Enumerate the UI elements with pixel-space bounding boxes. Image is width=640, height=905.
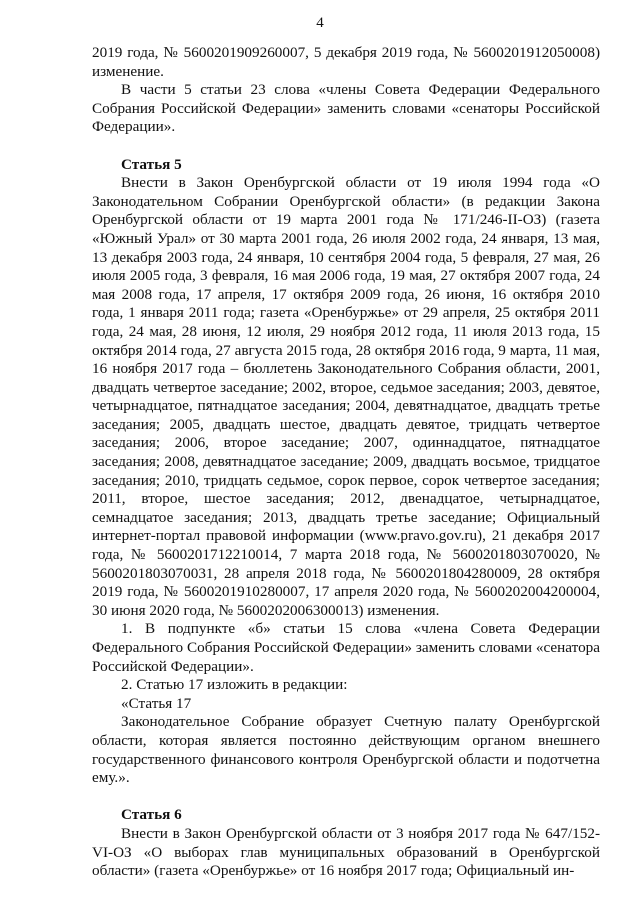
article-6-intro: Внести в Закон Оренбургской области от 3 ноября 2017 года № 647/152-VI-ОЗ «О выборах глав муниципальных образований в Оренбургской области» (газета «Оренбуржье» от 16 ноября 2017 года; Официальный ин- <box>92 824 600 880</box>
article-5-intro: Внести в Закон Оренбургской области от 19 июля 1994 года «О Законодательном Собрании Оренбургской области» (в редакции Закона Оренбургской области от 19 марта 2001 года № 171/246-II-ОЗ) (газета «Южный Урал» от 30 марта 2001 года, 26 июля 2002 года, 24 января, 13 мая, 13 декабря 2003 года, 24 января, 10 сентября 2004 года, 5 февраля, 27 мая, 26 июля 2005 года, 3 февраля, 16 мая 2006 года, 19 мая, 27 октября 2007 года, 24 мая 2008 года, 17 апреля, 17 октября 2009 года, 26 июня, 16 октября 2010 года, 1 января 2011 года; газета «Оренбуржье» от 29 апреля, 25 октября 2011 года, 24 мая, 28 июня, 12 июля, 29 ноября 2012 года, 11 июля 2013 года, 15 октября 2014 года, 27 августа 2015 года, 28 октября 2016 года, 9 марта, 11 мая, 16 ноября 2017 года – бюллетень Законодательного Собрания области, 2001, двадцать четвертое заседание; 2002, второе, седьмое заседания; 2003, девятое, четырнадцатое, пятнадцатое заседания; 2004, девятнадцатое, двадцать третье заседания; 2005, двадцать шестое, двадцать девятое, тридцать четвертое заседания; 2006, второе заседание; 2007, одиннадцатое, пятнадцатое заседания; 2008, девятнадцатое заседание; 2009, двадцать восьмое, тридцатое заседания; 2010, тридцать седьмое, сорок первое, сорок четвертое заседания; 2011, второе, шестое заседания; 2012, двенадцатое, четырнадцатое, семнадцатое заседания; 2013, двадцать третье заседание; Официальный интернет-портал правовой информации (www.pravo.gov.ru), 21 декабря 2017 года, № 5600201712210014, 7 марта 2018 года, № 5600201803070020, № 5600201803070031, 28 апреля 2018 года, № 5600201804280009, 28 октября 2019 года, № 5600201910280007, 17 апреля 2020 года, № 5600202004200004, 30 июня 2020 года, № 5600202006300013) изменения. <box>92 174 600 619</box>
article-5-heading: Статья 5 <box>121 155 182 173</box>
article-5-item-2: 2. Статью 17 изложить в редакции: <box>121 676 348 694</box>
paragraph-part5-article23: В части 5 статьи 23 слова «члены Совета Федерации Федерального Собрания Российской Федерации» заменить словами «сенаторы Российской Федерации». <box>92 81 600 136</box>
article-5-quote-title: «Статья 17 <box>121 694 192 712</box>
article-6-heading: Статья 6 <box>121 806 182 824</box>
article-5-quote-text: Законодательное Собрание образует Счетную палату Оренбургской области, которая является постоянно действующим органом внешнего государственного финансового контроля Оренбургской области и подотчетна ему.». <box>92 713 600 787</box>
page-number: 4 <box>316 15 324 31</box>
paragraph-continuation: 2019 года, № 5600201909260007, 5 декабря 2019 года, № 5600201912050008) изменение. <box>92 44 600 80</box>
article-5-item-1: 1. В подпункте «б» статьи 15 слова «члена Совета Федерации Федерального Собрания Российской Федерации» заменить словами «сенатора Российской Федерации». <box>92 620 600 675</box>
document-body <box>92 44 600 881</box>
